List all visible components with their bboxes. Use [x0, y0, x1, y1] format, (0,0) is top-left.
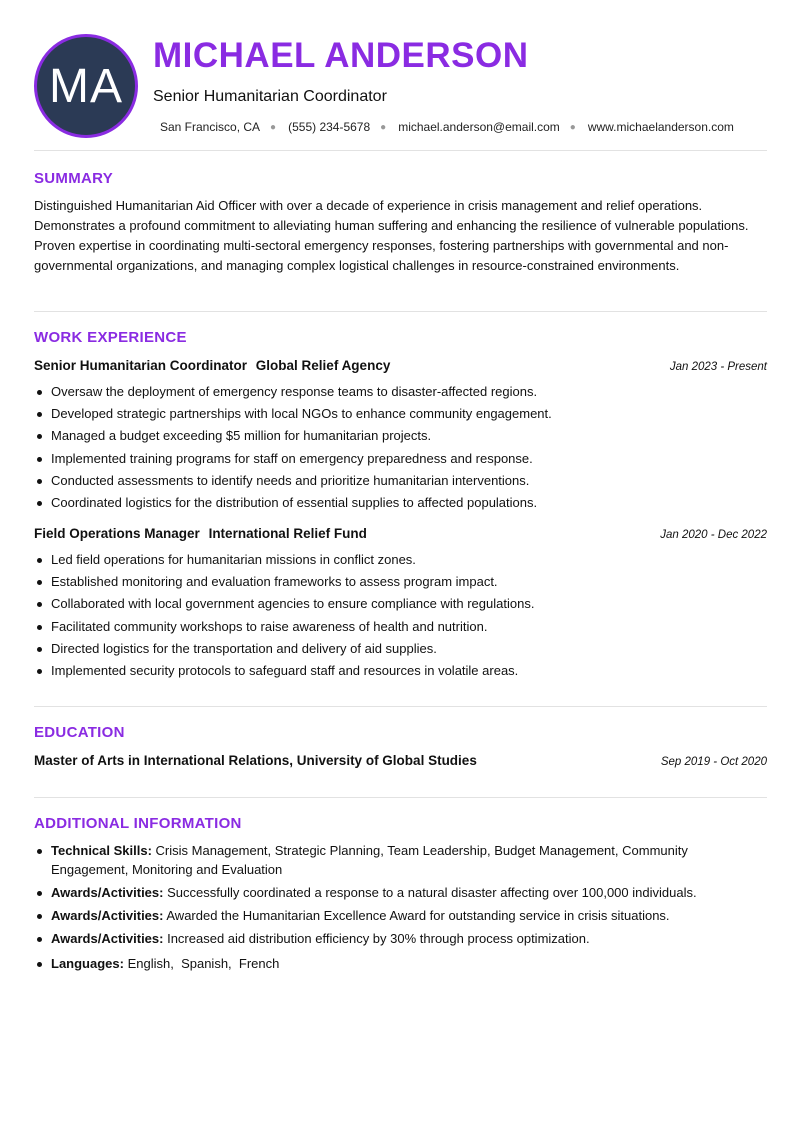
item-label: Languages:	[51, 956, 124, 971]
job-organization: International Relief Fund	[208, 526, 367, 541]
job-bullets	[34, 381, 764, 514]
item-label: Awards/Activities:	[51, 885, 164, 900]
job-dates: Jan 2023 - Present	[669, 361, 767, 373]
list-item: Established monitoring and evaluation frameworks to assess program impact.	[34, 571, 764, 593]
list-item: Collaborated with local government agencies to ensure compliance with regulations.	[34, 593, 764, 615]
list-item: Implemented security protocols to safeguard staff and resources in volatile areas.	[34, 660, 764, 682]
divider	[34, 797, 767, 798]
list-item: Led field operations for humanitarian missions in conflict zones.	[34, 549, 764, 571]
job-role: Field Operations Manager	[34, 526, 200, 541]
contact-location: San Francisco, CA	[160, 120, 261, 134]
list-item: Implemented training programs for staff on emergency preparedness and response.	[34, 448, 764, 470]
list-item	[34, 929, 714, 948]
list-item	[34, 906, 714, 925]
divider	[34, 311, 767, 312]
item-text: Crisis Management, Strategic Planning, Team Leadership, Budget Management, Community Engagement, Monitoring and Evaluation	[51, 843, 688, 877]
list-item: Facilitated community workshops to raise awareness of health and nutrition.	[34, 616, 764, 638]
avatar-initials: MA	[49, 59, 123, 113]
summary-text: Distinguished Humanitarian Aid Officer with over a decade of experience in crisis management and relief operations. Demonstrates a profound commitment to alleviating human suffering and enhancing the resilience of vulnerable populations. Proven expertise in coordinating multi-sectoral emergency responses, fostering partnerships with governmental and non-governmental organizations, and managing complex logistical challenges in resource-constrained environments.	[34, 198, 749, 273]
list-item	[34, 954, 714, 973]
education-dates: Sep 2019 - Oct 2020	[660, 756, 767, 768]
section-title-additional-information: ADDITIONAL INFORMATION	[34, 815, 242, 832]
item-label: Awards/Activities:	[51, 931, 164, 946]
job-bullets	[34, 549, 764, 682]
list-item: Oversaw the deployment of emergency response teams to disaster-affected regions.	[34, 381, 764, 403]
avatar	[34, 34, 138, 138]
section-title-summary: SUMMARY	[34, 170, 114, 187]
candidate-name: MICHAEL ANDERSON	[153, 36, 529, 75]
job-title	[34, 358, 390, 373]
item-label: Technical Skills:	[51, 843, 152, 858]
list-item: Managed a budget exceeding $5 million for humanitarian projects.	[34, 425, 764, 447]
job-organization: Global Relief Agency	[255, 358, 391, 373]
item-text: Increased aid distribution efficiency by 30% through process optimization.	[167, 931, 590, 946]
separator-dot-icon: ●	[569, 121, 576, 133]
item-label: Awards/Activities:	[51, 908, 164, 923]
list-item	[34, 841, 714, 879]
additional-info-list	[34, 841, 714, 977]
separator-dot-icon: ●	[380, 121, 387, 133]
list-item	[34, 883, 714, 902]
separator-dot-icon: ●	[270, 121, 277, 133]
candidate-title: Senior Humanitarian Coordinator	[153, 88, 387, 105]
list-item: Directed logistics for the transportation and delivery of aid supplies.	[34, 638, 764, 660]
item-text: English, Spanish, French	[127, 956, 280, 971]
contact-website[interactable]: www.michaelanderson.com	[587, 120, 734, 134]
section-title-work-experience: WORK EXPERIENCE	[34, 329, 187, 346]
list-item: Coordinated logistics for the distribution of essential supplies to affected populations.	[34, 492, 764, 514]
list-item: Conducted assessments to identify needs and prioritize humanitarian interventions.	[34, 470, 764, 492]
job-dates: Jan 2020 - Dec 2022	[660, 529, 767, 541]
divider	[34, 150, 767, 151]
section-title-education: EDUCATION	[34, 724, 125, 741]
job-title	[34, 526, 367, 541]
education-degree: Master of Arts in International Relations, University of Global Studies	[34, 753, 477, 768]
contact-email[interactable]: michael.anderson@email.com	[398, 120, 560, 134]
contact-bar	[160, 120, 734, 134]
item-text: Awarded the Humanitarian Excellence Award for outstanding service in crisis situations.	[166, 908, 670, 923]
divider	[34, 706, 767, 707]
job-role: Senior Humanitarian Coordinator	[34, 358, 248, 373]
contact-phone: (555) 234-5678	[288, 120, 371, 134]
list-item: Developed strategic partnerships with local NGOs to enhance community engagement.	[34, 403, 764, 425]
item-text: Successfully coordinated a response to a natural disaster affecting over 100,000 individuals.	[167, 885, 697, 900]
